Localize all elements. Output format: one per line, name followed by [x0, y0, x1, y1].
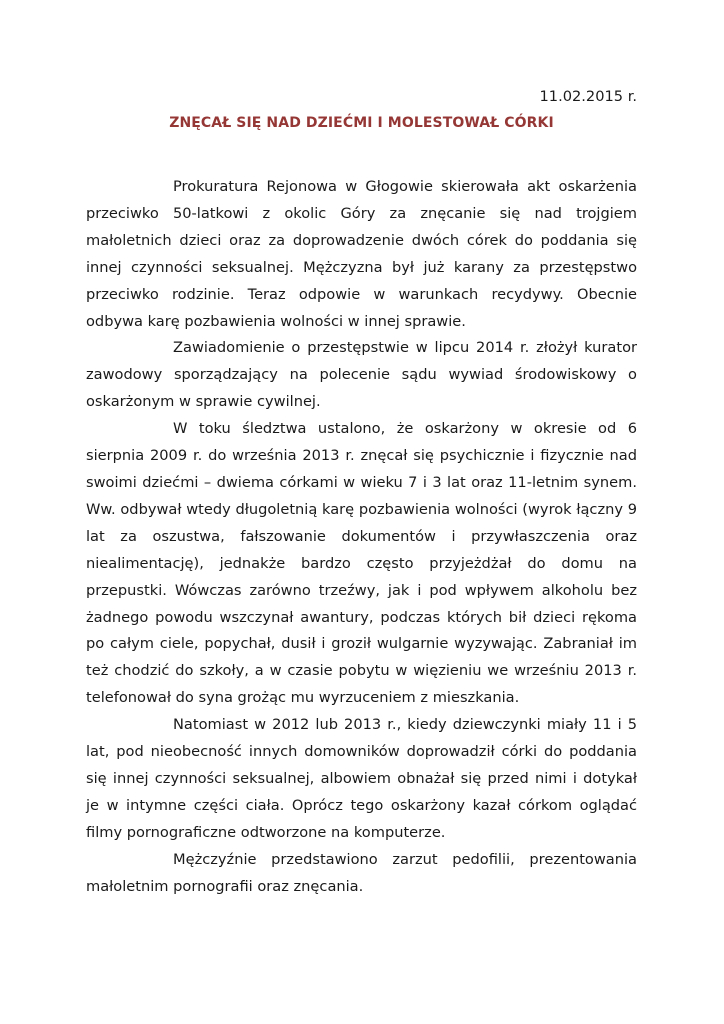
- document-date: 11.02.2015 r.: [539, 88, 637, 105]
- paragraph-3: W toku śledztwa ustalono, że oskarżony w okresie od 6 sierpnia 2009 r. do września 2013 r. znęcał się psychicznie i fizycznie nad swoimi dziećmi – dwiema córkami w wieku 7 i 3 lat oraz 11-letnim synem. Ww. odbywał wtedy długoletnią karę pozbawienia wolności (wyrok łączny 9 lat za oszustwa, fałszowanie dokumentów i przywłaszczenia oraz niealimentację), jednakże bardzo często przyjeżdżał do domu na przepustki. Wówczas zarówno trzeźwy, jak i pod wpływem alkoholu bez żadnego powodu wszczynał awantury, podczas których bił dzieci rękoma po całym ciele, popychał, dusił i groził wulgarnie wyzywając. Zabraniał im też chodzić do szkoły, a w czasie pobytu w więzieniu we wrześniu 2013 r. telefonował do syna grożąc mu wyrzuceniem z mieszkania.: [86, 420, 637, 707]
- document-page: [86, 84, 637, 900]
- document-title: ZNĘCAŁ SIĘ NAD DZIEĆMI I MOLESTOWAŁ CÓRKI: [169, 115, 554, 131]
- paragraph-2: Zawiadomienie o przestępstwie w lipcu 2014 r. złożył kurator zawodowy sporządzający na polecenie sądu wywiad środowiskowy o oskarżonym w sprawie cywilnej.: [86, 339, 637, 411]
- paragraph-4: Natomiast w 2012 lub 2013 r., kiedy dziewczynki miały 11 i 5 lat, pod nieobecność innych domowników doprowadził córki do poddania się innej czynności seksualnej, albowiem obnażał się przed nimi i dotykał je w intymne części ciała. Oprócz tego oskarżony kazał córkom oglądać filmy pornograficzne odtworzone na komputerze.: [86, 716, 637, 841]
- document-body: [86, 174, 637, 900]
- paragraph-1: Prokuratura Rejonowa w Głogowie skierowała akt oskarżenia przeciwko 50-latkowi z okolic Góry za znęcanie się nad trojgiem małoletnich dzieci oraz za doprowadzenie dwóch córek do poddania się innej czynności seksualnej. Mężczyzna był już karany za przestępstwo przeciwko rodzinie. Teraz odpowie w warunkach recydywy. Obecnie odbywa karę pozbawienia wolności w innej sprawie.: [86, 178, 637, 330]
- paragraph-5: Mężczyźnie przedstawiono zarzut pedofilii, prezentowania małoletnim pornografii oraz znęcania.: [86, 850, 637, 895]
